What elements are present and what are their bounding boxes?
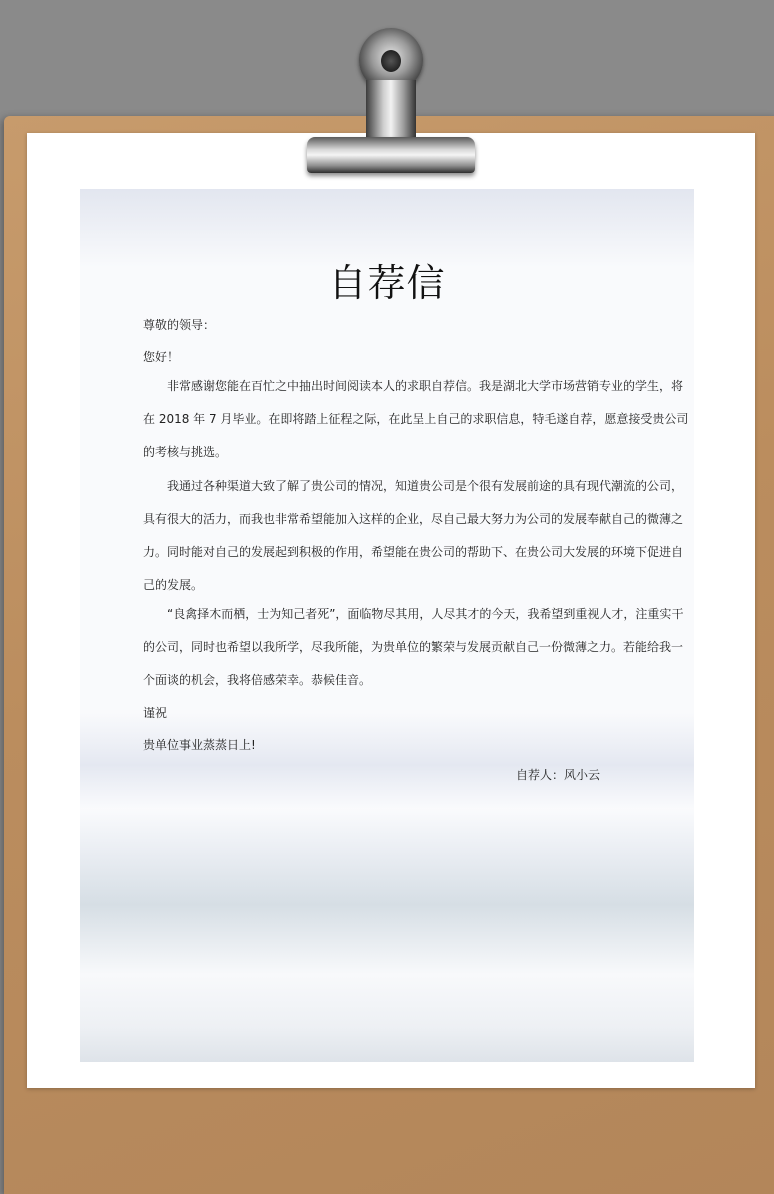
paragraph-line: “良禽择木而栖，士为知己者死”，面临物尽其用，人尽其才的今天，我希望到重视人才，注重实干: [143, 607, 684, 621]
binder-clip-stem: [366, 80, 416, 142]
signature: 自荐人：风小云: [516, 768, 601, 782]
paragraph-line: 己的发展。: [143, 578, 204, 592]
paragraph-2: [143, 476, 684, 608]
closing: 谨祝: [143, 706, 168, 720]
paragraph-line: 的考核与挑选。: [143, 445, 228, 459]
paragraph-line: 在 2018 年 7 月毕业。在即将踏上征程之际，在此呈上自己的求职信息，特毛遂自荐，愿意接受贵公司: [143, 412, 689, 426]
salutation: 尊敬的领导：: [143, 318, 216, 332]
paragraph-line: 具有很大的活力，而我也非常希望能加入这样的企业，尽自己最大努力为公司的发展奉献自己的微薄之: [143, 512, 684, 526]
paragraph-1: [143, 376, 689, 475]
greeting: 您好！: [143, 350, 180, 364]
paragraph-3: [143, 604, 684, 703]
paragraph-line: 非常感谢您能在百忙之中抽出时间阅读本人的求职自荐信。我是湖北大学市场营销专业的学生，将: [143, 379, 684, 393]
wish: 贵单位事业蒸蒸日上!: [143, 738, 256, 752]
letter-title: 自荐信: [328, 261, 446, 305]
paragraph-line: 个面谈的机会，我将倍感荣幸。恭候佳音。: [143, 673, 372, 687]
paragraph-line: 我通过各种渠道大致了解了贵公司的情况，知道贵公司是个很有发展前途的具有现代潮流的公司，: [143, 479, 684, 493]
paragraph-line: 的公司，同时也希望以我所学，尽我所能，为贵单位的繁荣与发展贡献自己一份微薄之力。若能给我一: [143, 640, 684, 654]
paragraph-line: 力。同时能对自己的发展起到积极的作用，希望能在贵公司的帮助下、在贵公司大发展的环境下促进自: [143, 545, 684, 559]
binder-clip-base: [307, 137, 475, 173]
binder-clip-hole: [381, 50, 401, 72]
